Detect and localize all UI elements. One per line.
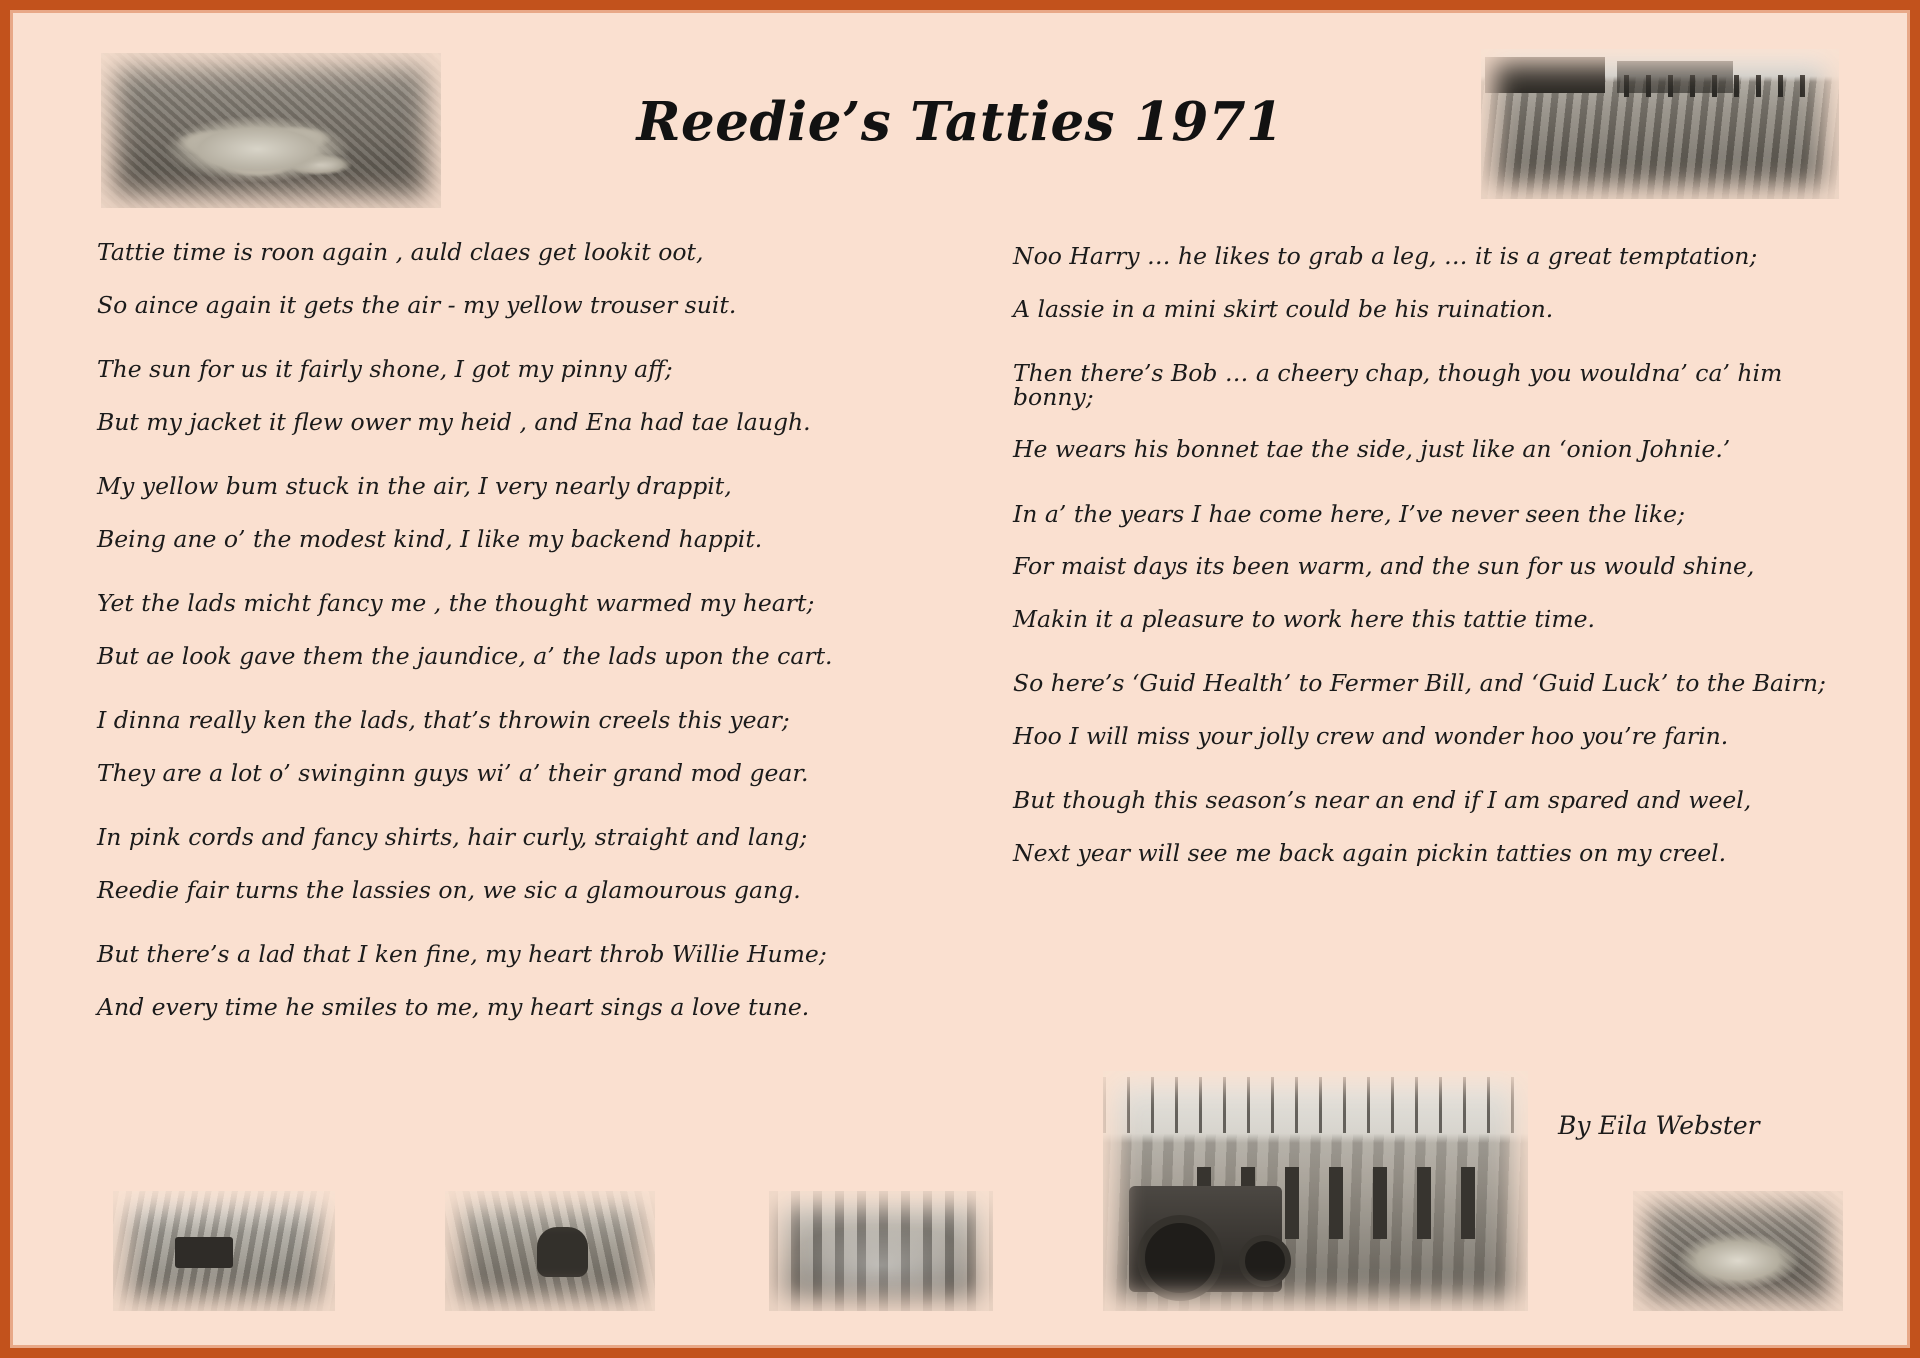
photo-image [769, 1191, 993, 1311]
poem-column-right [1013, 242, 1843, 906]
poem-line: But though this season’s near an end if I am spared and weel, [1013, 786, 1752, 814]
poem-line: Hoo I will miss your jolly crew and wonder hoo you’re farin. [1013, 721, 1729, 750]
poem-line: The sun for us it fairly shone, I got my pinny aff; [97, 355, 673, 383]
poem-stanza [97, 706, 927, 787]
photo-image [113, 1191, 335, 1311]
poem-stanza [1013, 786, 1843, 867]
poem-line: They are a lot o’ swinginn guys wi’ a’ their grand mod gear. [97, 758, 809, 787]
poster-inner-frame [10, 10, 1910, 1348]
tractor-in-field-bottom-left-photo [113, 1191, 335, 1311]
photo-image [1633, 1191, 1843, 1311]
poem-stanza [1013, 242, 1843, 323]
poem-stanza [97, 940, 927, 1021]
basket-of-potatoes-top-left-photo [101, 53, 441, 208]
poem-line: Tattie time is roon again , auld claes get lookit oot, [97, 238, 704, 266]
poem-line: Being ane o’ the modest kind, I like my backend happit. [97, 524, 763, 553]
poem-column-left [97, 238, 927, 1060]
poem-line: So here’s ‘Guid Health’ to Fermer Bill, and ‘Guid Luck’ to the Bairn; [1013, 669, 1826, 697]
worker-figures-shape [1624, 75, 1821, 97]
picker-shape [537, 1227, 587, 1277]
poem-line: But there’s a lad that I ken fine, my heart throb Willie Hume; [97, 940, 827, 968]
poem-line: A lassie in a mini skirt could be his ruination. [1013, 294, 1554, 323]
poem-line: Makin it a pleasure to work here this tattie time. [1013, 604, 1596, 633]
poem-line: But ae look gave them the jaundice, a’ the lads upon the cart. [97, 641, 833, 670]
tractor-shape [175, 1237, 233, 1268]
poem-stanza [97, 355, 927, 436]
poem-line: Then there’s Bob … a cheery chap, though you wouldna’ ca’ him bonny; [1013, 359, 1783, 411]
poem-stanza [1013, 499, 1843, 633]
poem-line: My yellow bum stuck in the air, I very nearly drappit, [97, 472, 732, 500]
worker-picking-potatoes-photo [445, 1191, 655, 1311]
poem-stanza [97, 238, 927, 319]
poem-stanza [1013, 669, 1843, 750]
potato-field-with-workers-top-right-photo [1481, 49, 1839, 199]
photo-image [1103, 1071, 1528, 1311]
railway-wagons-shape [1485, 57, 1605, 93]
poem-line: In pink cords and fancy shirts, hair curly, straight and lang; [97, 823, 808, 851]
tractor-and-crew-group-photo [1103, 1071, 1528, 1311]
poem-line: So aince again it gets the air - my yellow trouser suit. [97, 290, 737, 319]
tree-line-shape [1103, 1077, 1528, 1133]
poem-line: And every time he smiles to me, my heart sings a love tune. [97, 992, 810, 1021]
photo-image [445, 1191, 655, 1311]
tractor-rear-wheel-shape [1137, 1215, 1223, 1301]
poem-stanza [1013, 359, 1843, 463]
poem-line: But my jacket it flew ower my heid , and Ena had tae laugh. [97, 407, 811, 436]
poem-line: Reedie fair turns the lassies on, we sic a glamourous gang. [97, 875, 801, 904]
poem-stanza [97, 589, 927, 670]
poem-line: Noo Harry … he likes to grab a leg, … it is a great temptation; [1013, 242, 1758, 270]
group-of-workers-break-photo [769, 1191, 993, 1311]
poem-stanza [97, 472, 927, 553]
poem-line: He wears his bonnet tae the side, just like an ‘onion Johnie.’ [1013, 435, 1731, 463]
poem-stanza [97, 823, 927, 904]
poem-line: Yet the lads micht fancy me , the thought warmed my heart; [97, 589, 815, 617]
photo-image [101, 53, 441, 208]
poem-line: I dinna really ken the lads, that’s throwin creels this year; [97, 706, 790, 734]
poem-line: Next year will see me back again pickin tatties on my creel. [1013, 838, 1727, 867]
poem-line: For maist days its been warm, and the sun for us would shine, [1013, 552, 1755, 580]
poem-line: In a’ the years I hae come here, I’ve never seen the like; [1013, 499, 1685, 528]
tractor-front-wheel-shape [1239, 1235, 1291, 1287]
page-title: Reedie’s Tatties 1971 [636, 91, 1284, 153]
basket-of-potatoes-bottom-right-photo [1633, 1191, 1843, 1311]
photo-image [1481, 49, 1839, 199]
author-byline: By Eila Webster [1558, 1111, 1760, 1140]
